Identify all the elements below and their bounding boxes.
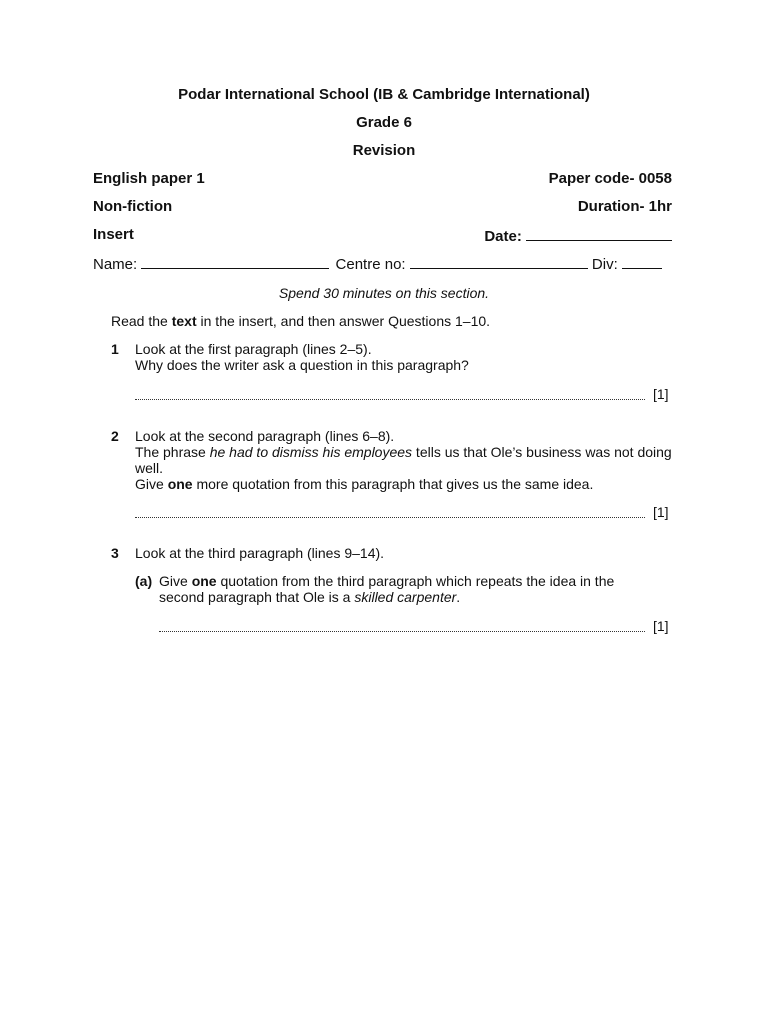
question-2-text bbox=[135, 428, 675, 492]
grade-heading: Grade 6 bbox=[356, 114, 412, 131]
question-2-give-pre: Give bbox=[135, 476, 168, 492]
div-blank[interactable] bbox=[622, 254, 662, 269]
date-field[interactable] bbox=[484, 226, 672, 245]
name-blank[interactable] bbox=[141, 254, 329, 269]
question-2-give-post: more quotation from this paragraph that gives us the same idea. bbox=[192, 476, 594, 492]
question-1-number: 1 bbox=[111, 341, 119, 357]
question-1-line1: Look at the first paragraph (lines 2–5). bbox=[135, 341, 372, 357]
revision-heading: Revision bbox=[352, 142, 416, 159]
read-pre: Read the bbox=[111, 313, 172, 329]
question-3a-text bbox=[159, 573, 649, 605]
answer-line-3a[interactable] bbox=[159, 631, 645, 632]
subject-row bbox=[93, 170, 672, 187]
question-2-phrase-post: tells us that Ole’s business was not doing well. bbox=[135, 444, 672, 476]
type-row bbox=[93, 198, 672, 215]
question-2-line1: Look at the second paragraph (lines 6–8). bbox=[135, 428, 395, 444]
time-instruction: Spend 30 minutes on this section. bbox=[278, 285, 490, 301]
question-2-give bbox=[135, 476, 675, 492]
subject-label: English paper 1 bbox=[93, 170, 205, 187]
question-3a-mid: quotation from the third paragraph which repeats the idea in the second paragraph that Ole is a bbox=[159, 573, 615, 605]
name-label: Name: bbox=[93, 256, 138, 273]
centre-blank[interactable] bbox=[410, 254, 588, 269]
answer-line-1[interactable] bbox=[135, 399, 645, 400]
div-label: Div: bbox=[591, 256, 618, 273]
question-3a-label: (a) bbox=[135, 573, 153, 589]
question-2-give-bold: one bbox=[167, 476, 193, 492]
question-3-text: Look at the third paragraph (lines 9–14). bbox=[135, 545, 385, 561]
insert-row bbox=[93, 226, 672, 243]
question-3a-pre: Give bbox=[159, 573, 192, 589]
question-3-number: 3 bbox=[111, 545, 119, 561]
question-2-phrase-italic: he had to dismiss his employees bbox=[209, 444, 413, 460]
read-post: in the insert, and then answer Questions 1–10. bbox=[196, 313, 491, 329]
centre-label: Centre no: bbox=[335, 256, 406, 273]
read-bold: text bbox=[171, 313, 197, 329]
answer-line-2[interactable] bbox=[135, 517, 645, 518]
question-2-mark: [1] bbox=[653, 504, 669, 520]
question-2-phrase-pre: The phrase bbox=[135, 444, 210, 460]
read-instruction bbox=[111, 313, 490, 329]
date-blank[interactable] bbox=[526, 226, 672, 241]
question-1-mark: [1] bbox=[653, 386, 669, 402]
question-1-line2: Why does the writer ask a question in this paragraph? bbox=[135, 357, 469, 373]
question-2-number: 2 bbox=[111, 428, 119, 444]
name-row bbox=[93, 254, 683, 273]
insert-label: Insert bbox=[93, 226, 134, 243]
type-label: Non-fiction bbox=[93, 198, 173, 215]
question-3a-italic: skilled carpenter bbox=[354, 589, 457, 605]
school-title: Podar International School (IB & Cambridge International) bbox=[178, 86, 590, 103]
question-1-text bbox=[135, 341, 675, 373]
question-2-phrase bbox=[135, 444, 675, 476]
paper-code: Paper code- 0058 bbox=[548, 170, 672, 187]
duration: Duration- 1hr bbox=[577, 198, 672, 215]
question-3a-mark: [1] bbox=[653, 618, 669, 634]
date-label: Date: bbox=[484, 228, 522, 245]
question-3a-bold: one bbox=[191, 573, 217, 589]
question-3a-post: . bbox=[456, 589, 461, 605]
